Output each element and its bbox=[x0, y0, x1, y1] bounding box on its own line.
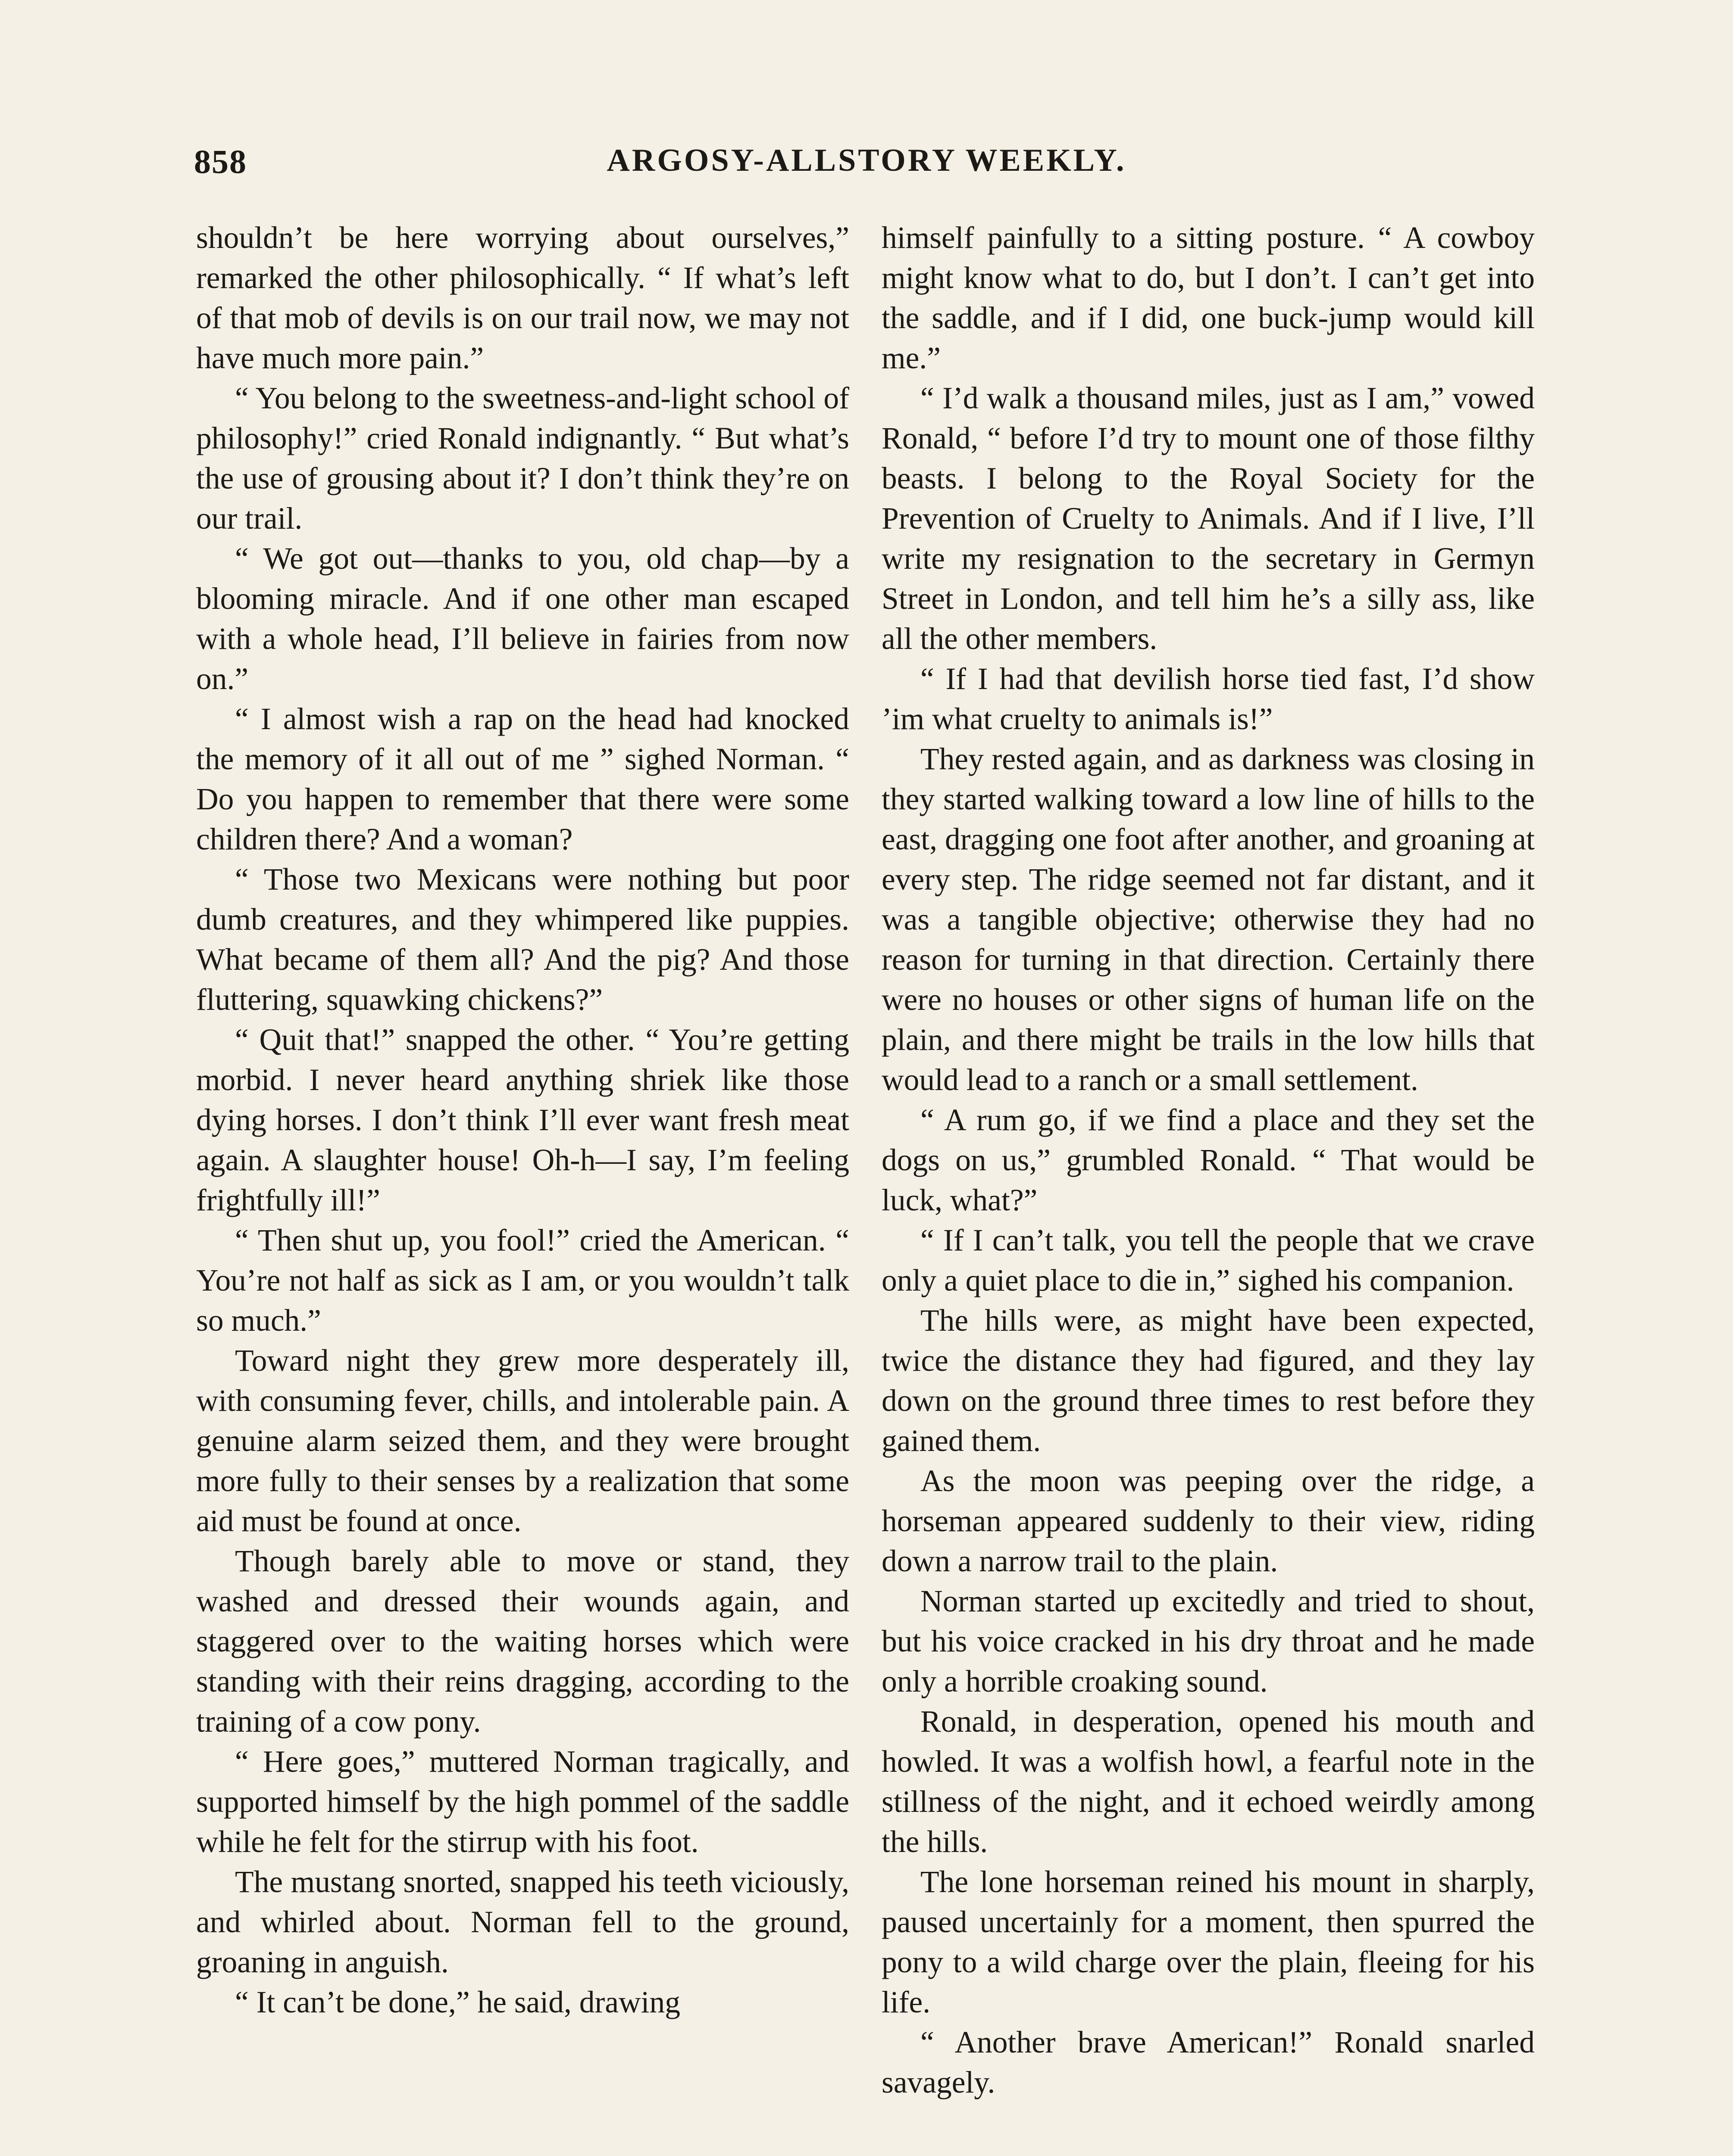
paragraph: shouldn’t be here worrying about ourselves,” remarked the other philosophically. “ If what’s left of that mob of devils is on our trail now, we may not have much more pain.” bbox=[196, 221, 849, 375]
paragraph: “ Here goes,” muttered Norman tragically, and supported himself by the high pommel of the saddle while he felt for the stirrup with his foot. bbox=[196, 1745, 849, 1859]
paragraph: “ If I can’t talk, you tell the people that we crave only a quiet place to die in,” sighed his companion. bbox=[882, 1223, 1535, 1297]
paragraph: “ Those two Mexicans were nothing but poor dumb creatures, and they whimpered like puppies. What became of them all? And the pig? And those fluttering, squawking chickens?” bbox=[196, 862, 849, 1017]
page-header bbox=[194, 142, 1539, 194]
paragraph: “ It can’t be done,” he said, drawing bbox=[235, 1985, 681, 2019]
right-text-column bbox=[882, 218, 1535, 2103]
paragraph: “ I almost wish a rap on the head had knocked the memory of it all out of me ” sighed Norman. “ Do you happen to remember that there were some children there? And a woman? bbox=[196, 702, 849, 856]
left-text-column bbox=[196, 218, 849, 2022]
paragraph: “ Quit that!” snapped the other. “ You’re getting morbid. I never heard anything shriek like those dying horses. I don’t think I’ll ever want fresh meat again. A slaughter house! Oh-h—I say, I’m feeling frightfully ill!” bbox=[196, 1023, 849, 1217]
paragraph: The lone horseman reined his mount in sharply, paused uncertainly for a moment, then spurred the pony to a wild charge over the plain, fleeing for his life. bbox=[882, 1865, 1535, 2019]
running-title: ARGOSY-ALLSTORY WEEKLY. bbox=[607, 143, 1126, 178]
paragraph: Norman started up excitedly and tried to shout, but his voice cracked in his dry throat and he made only a horrible croaking sound. bbox=[882, 1584, 1535, 1698]
paragraph: himself painfully to a sitting posture. “ A cowboy might know what to do, but I don’t. I can’t get into the saddle, and if I did, one buck-jump would kill me.” bbox=[882, 221, 1535, 375]
page-number: 858 bbox=[194, 143, 247, 180]
paragraph: The hills were, as might have been expected, twice the distance they had figured, and they lay down on the ground three times to rest before they gained them. bbox=[882, 1304, 1535, 1458]
paragraph: Though barely able to move or stand, they washed and dressed their wounds again, and staggered over to the waiting horses which were standing with their reins dragging, according to the training of a cow pony. bbox=[196, 1544, 849, 1739]
paragraph: “ Another brave American!” Ronald snarled savagely. bbox=[882, 2025, 1535, 2100]
paragraph: “ If I had that devilish horse tied fast, I’d show ’im what cruelty to animals is!” bbox=[882, 662, 1535, 736]
paragraph: Toward night they grew more desperately ill, with consuming fever, chills, and intolerable pain. A genuine alarm seized them, and they were brought more fully to their senses by a realization that some aid must be found at once. bbox=[196, 1344, 849, 1538]
paragraph: The mustang snorted, snapped his teeth viciously, and whirled about. Norman fell to the ground, groaning in anguish. bbox=[196, 1865, 849, 1979]
paragraph: “ Then shut up, you fool!” cried the American. “ You’re not half as sick as I am, or you wouldn’t talk so much.” bbox=[196, 1223, 849, 1338]
paragraph: As the moon was peeping over the ridge, a horseman appeared suddenly to their view, riding down a narrow trail to the plain. bbox=[882, 1464, 1535, 1578]
paragraph: They rested again, and as darkness was closing in they started walking toward a low line of hills to the east, dragging one foot after another, and groaning at every step. The ridge seemed not far distant, and it was a tangible objective; otherwise they had no reason for turning in that direction. Certainly there were no houses or other signs of human life on the plain, and there might be trails in the low hills that would lead to a ranch or a small settlement. bbox=[882, 742, 1535, 1097]
paragraph: “ We got out—thanks to you, old chap—by a blooming miracle. And if one other man escaped with a whole head, I’ll believe in fairies from now on.” bbox=[196, 542, 849, 696]
paragraph: “ A rum go, if we find a place and they set the dogs on us,” grumbled Ronald. “ That would be luck, what?” bbox=[882, 1103, 1535, 1217]
paragraph: “ You belong to the sweetness-and-light school of philosophy!” cried Ronald indignantly. “ But what’s the use of grousing about it? I don’t think they’re on our trail. bbox=[196, 381, 849, 536]
paragraph: “ I’d walk a thousand miles, just as I am,” vowed Ronald, “ before I’d try to mount one of those filthy beasts. I belong to the Royal Society for the Prevention of Cruelty to Animals. And if I live, I’ll write my resignation to the secretary in Germyn Street in London, and tell him he’s a silly ass, like all the other members. bbox=[882, 381, 1535, 656]
paragraph: Ronald, in desperation, opened his mouth and howled. It was a wolfish howl, a fearful note in the stillness of the night, and it echoed weirdly among the hills. bbox=[882, 1705, 1535, 1859]
